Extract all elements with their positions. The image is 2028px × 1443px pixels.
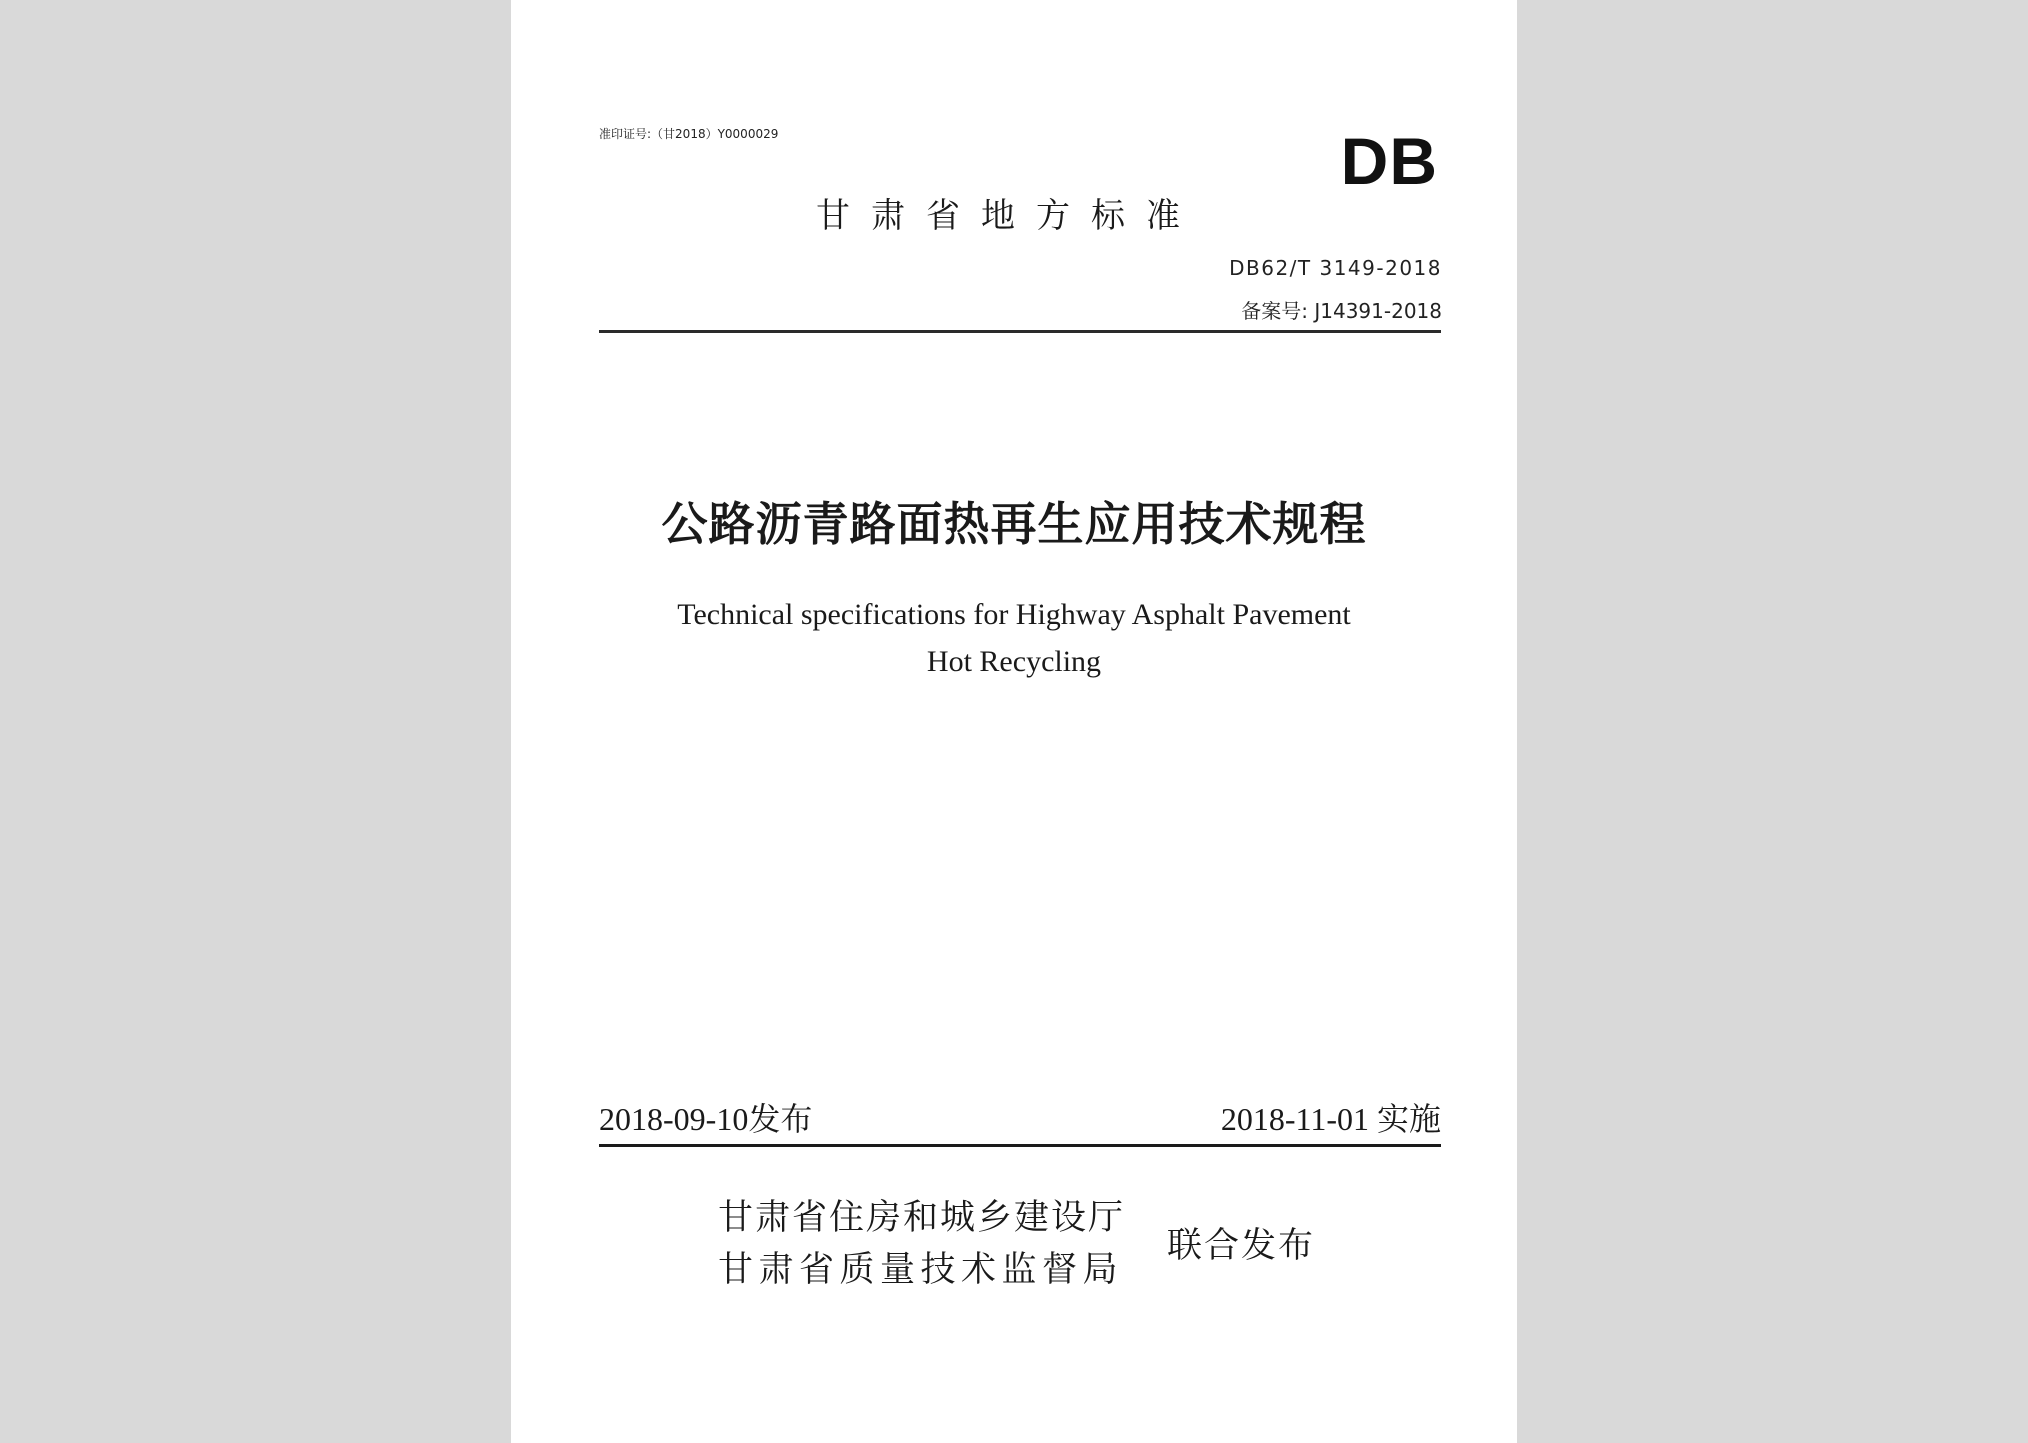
english-title-line-2: Hot Recycling [926, 645, 1102, 678]
joint-release-label: 联合发布 [1167, 1226, 1316, 1266]
document-cover-page [511, 0, 1517, 1443]
chinese-title: 公路沥青路面热再生应用技术规程 [661, 497, 1367, 551]
standard-number: DB62/T 3149-2018 [1229, 256, 1442, 280]
issue-date: 2018-09-10发布 [599, 1101, 813, 1137]
print-permit-number: 准印证号:（甘2018）Y0000029 [599, 127, 779, 141]
record-number: 备案号: J14391-2018 [1241, 299, 1442, 323]
implementation-date: 2018-11-01 实施 [1220, 1101, 1441, 1137]
issuing-org-2: 甘肃省质量技术监督局 [718, 1250, 1124, 1290]
bottom-divider [599, 1144, 1441, 1147]
db-standard-mark: DB [1340, 124, 1438, 198]
top-divider [599, 330, 1441, 333]
issuer-title: 甘肃省地方标准 [816, 196, 1201, 236]
english-title-line-1: Technical specifications for Highway Asphalt Pavement [677, 598, 1351, 631]
issuing-org-1: 甘肃省住房和城乡建设厅 [718, 1198, 1126, 1238]
